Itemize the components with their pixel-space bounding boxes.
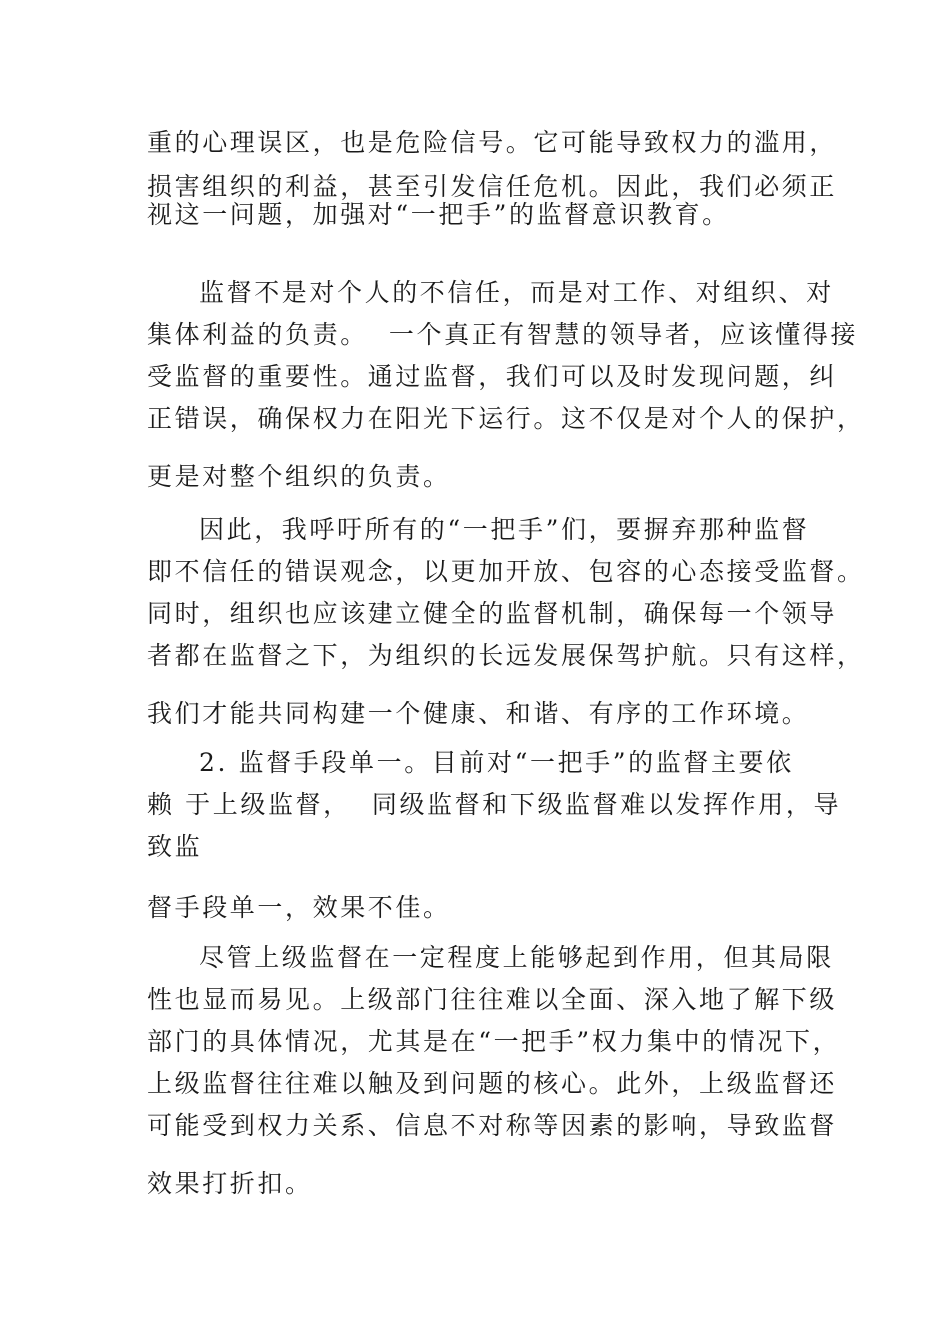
text-line: 致监 xyxy=(147,832,203,861)
text-line: 者都在监督之下，为组织的长远发展保驾护航。只有这样， xyxy=(147,641,865,670)
text-line: 督手段单一，效果不佳。 xyxy=(147,893,451,922)
text-line: 我们才能共同构建一个健康、和谐、有序的工作环境。 xyxy=(147,699,810,728)
text-line: 正错误，确保权力在阳光下运行。这不仅是对个人的保护， xyxy=(147,404,865,433)
paragraph-start-line: 监督不是对个人的不信任，而是对工作、对组织、对 xyxy=(199,278,834,307)
text-line: 集体利益的负责。 一个真正有智慧的领导者，应该懂得接 xyxy=(147,320,859,349)
text-line: 性也显而易见。上级部门往往难以全面、深入地了解下级 xyxy=(147,985,838,1014)
paragraph-start-line: 尽管上级监督在一定程度上能够起到作用，但其局限 xyxy=(199,943,834,972)
text-line: 损害组织的利益，甚至引发信任危机。因此，我们必须正 xyxy=(147,172,838,201)
text-line: 重的心理误区，也是危险信号。它可能导致权力的滥用， xyxy=(147,128,838,157)
section-heading-line: 2. 监督手段单一。目前对“一把手”的监督主要依 xyxy=(199,748,794,777)
text-line: 部门的具体情况，尤其是在“一把手”权力集中的情况下， xyxy=(147,1027,841,1056)
text-line: 同时，组织也应该建立健全的监督机制，确保每一个领导 xyxy=(147,599,838,628)
text-line: 可能受到权力关系、信息不对称等因素的影响，导致监督 xyxy=(147,1111,838,1140)
text-line: 即不信任的错误观念，以更加开放、包容的心态接受监督。 xyxy=(147,557,865,586)
text-line: 上级监督往往难以触及到问题的核心。此外，上级监督还 xyxy=(147,1069,838,1098)
text-line: 更是对整个组织的负责。 xyxy=(147,462,451,491)
text-line: 效果打折扣。 xyxy=(147,1169,313,1198)
text-line: 受监督的重要性。通过监督，我们可以及时发现问题，纠 xyxy=(147,362,838,391)
text-line: 赖 于上级监督， 同级监督和下级监督难以发挥作用，导 xyxy=(147,790,842,819)
text-line: 视这一问题，加强对“一把手”的监督意识教育。 xyxy=(147,200,730,229)
paragraph-start-line: 因此，我呼吁所有的“一把手”们，要摒弃那种监督 xyxy=(199,515,810,544)
